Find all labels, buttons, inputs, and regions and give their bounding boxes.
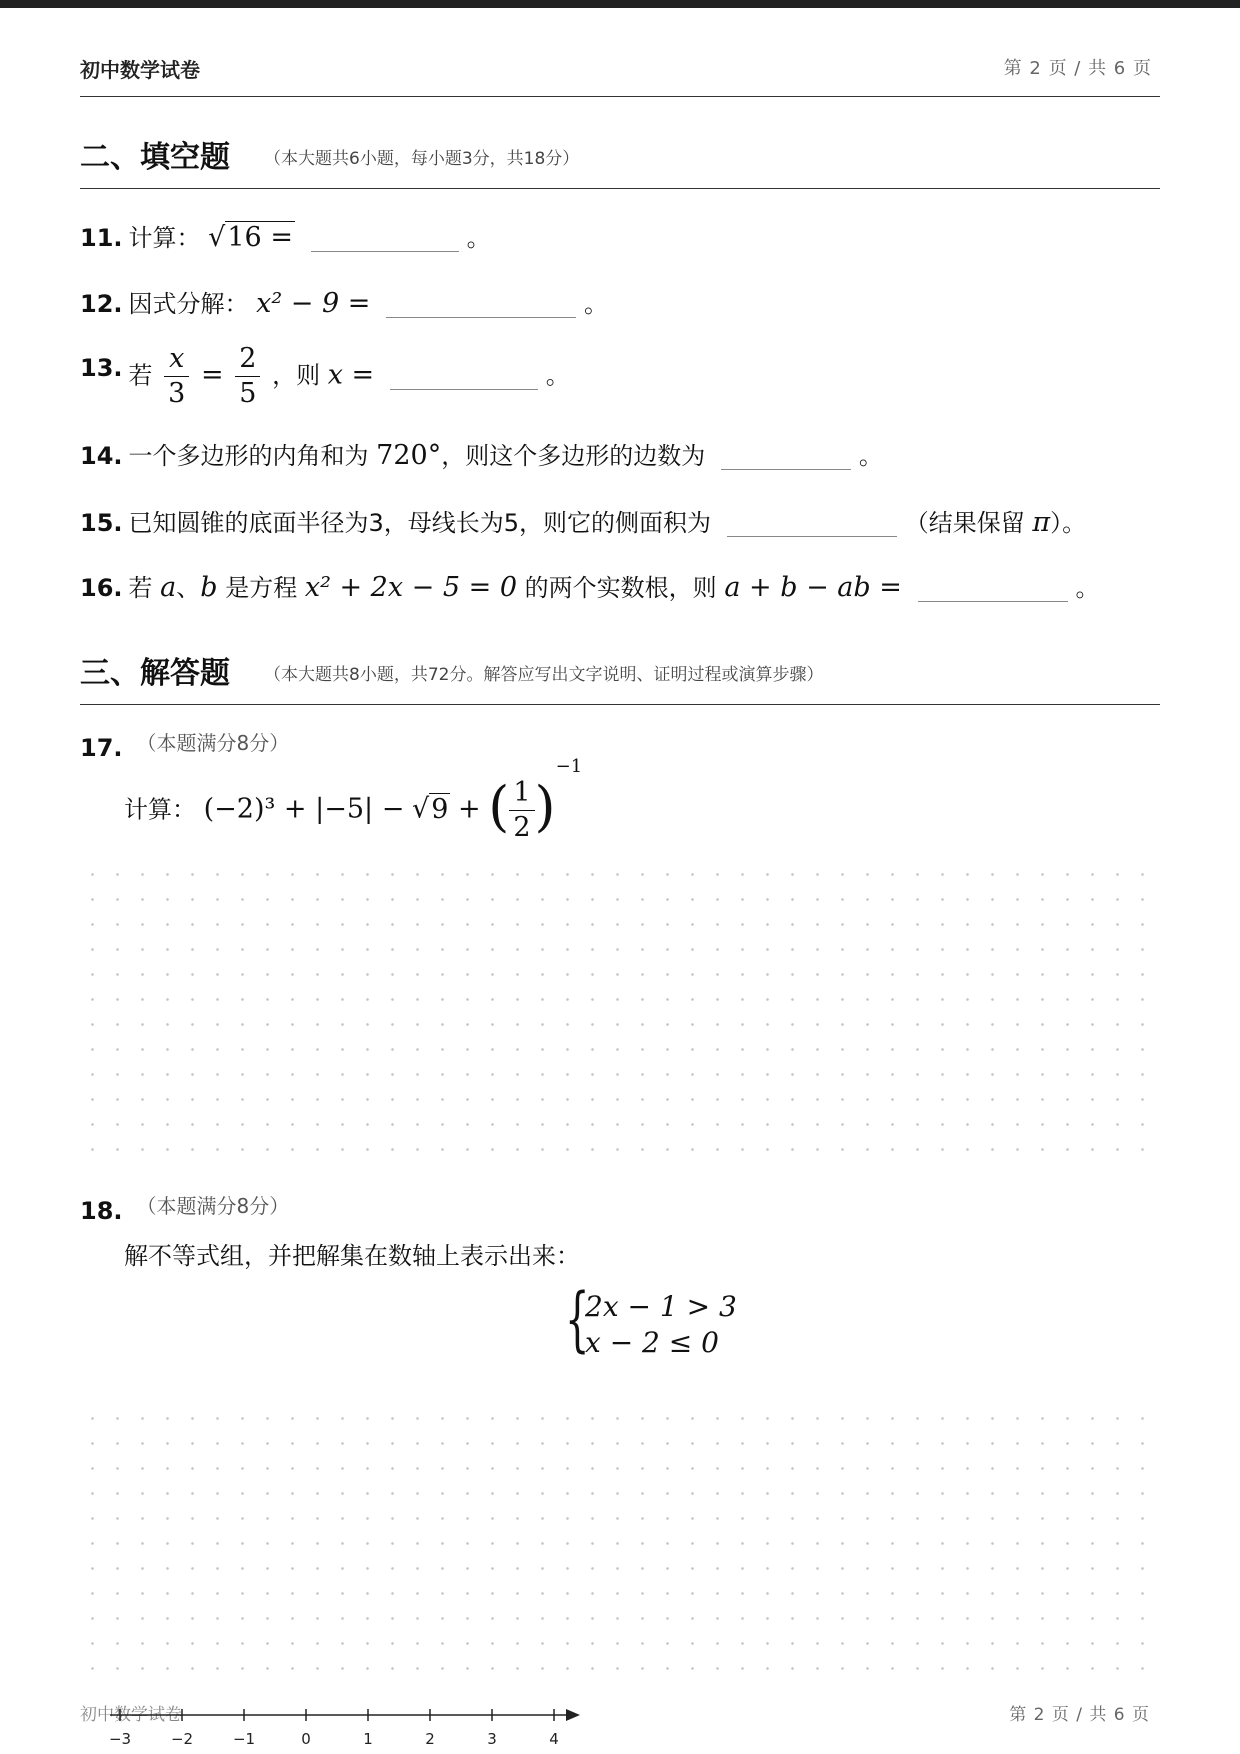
- period: 。: [466, 224, 491, 252]
- question-17: [80, 733, 289, 762]
- question-text: 因式分解：: [128, 290, 249, 318]
- brace: {: [565, 1278, 590, 1360]
- tick-label: −3: [108, 1730, 132, 1748]
- question-11: [80, 218, 491, 253]
- footer-title: 初中数学试卷: [80, 1705, 182, 1725]
- period: 。: [858, 442, 883, 470]
- equation: x² + 2x − 5 = 0: [304, 572, 518, 603]
- period: ）。: [1050, 509, 1087, 537]
- question-text: ，则: [272, 361, 321, 390]
- question-12: [80, 284, 608, 319]
- radicand: 16 =: [227, 222, 293, 253]
- equals-sign: =: [200, 359, 224, 391]
- numerator: 2: [235, 342, 260, 377]
- paren-close: ): [534, 775, 556, 838]
- question-16: [80, 568, 1100, 603]
- section-fill-blank-heading: [80, 132, 1160, 189]
- question-text: 若: [128, 574, 153, 602]
- period: 。: [1075, 574, 1100, 602]
- denominator: 3: [168, 378, 186, 409]
- tick-label: 3: [487, 1730, 497, 1748]
- section-note: （本大题共8小题，共72分。解答应写出文字说明、证明过程或演算步骤）: [264, 665, 824, 685]
- inequality-line-1: 2x − 1 > 3: [585, 1290, 737, 1323]
- page-header: [80, 50, 1160, 97]
- question-number: 14.: [80, 442, 123, 470]
- section-note: （本大题共6小题，每小题3分，共18分）: [264, 149, 580, 169]
- question-number: 18.: [80, 1197, 123, 1225]
- tick-label: −1: [232, 1730, 256, 1748]
- paren-open: (: [488, 775, 510, 838]
- question-points: （本题满分8分）: [136, 1194, 290, 1218]
- math-expression: x² − 9 =: [256, 288, 371, 319]
- fraction-2-over-5: [235, 342, 260, 411]
- tick-label: 4: [549, 1730, 559, 1748]
- question-18: [80, 1196, 289, 1225]
- question-text: 一个多边形的内角和为: [128, 442, 369, 470]
- fraction-1-over-2: [509, 776, 534, 845]
- question-number: 16.: [80, 574, 123, 602]
- exponent: −1: [555, 756, 583, 777]
- period: 。: [584, 290, 609, 318]
- tick-label: 2: [425, 1730, 435, 1748]
- math-expression: 720°: [376, 440, 442, 471]
- numerator: x: [164, 342, 189, 377]
- question-text: 已知圆锥的底面半径为3，母线长为5，则它的侧面积为: [128, 509, 712, 537]
- question-text: 若: [128, 361, 153, 390]
- question-number: 12.: [80, 290, 123, 318]
- question-18-text: 解不等式组，并把解集在数轴上表示出来：: [124, 1242, 580, 1270]
- question-14: [80, 436, 883, 471]
- pi-symbol: π: [1032, 507, 1051, 538]
- variable-a: a: [160, 572, 177, 603]
- number-line-arrow: [566, 1709, 580, 1721]
- number-line: [100, 1700, 600, 1754]
- exam-title: 初中数学试卷: [80, 58, 200, 82]
- separator: 、: [176, 574, 201, 602]
- answer-area-17[interactable]: [80, 862, 1150, 1152]
- plus-sign: +: [458, 793, 481, 825]
- answer-area-18[interactable]: [80, 1406, 1150, 1678]
- math-expression: (−2)³ + |−5| −: [203, 793, 405, 825]
- tick-label: 0: [301, 1730, 311, 1748]
- tick-label: 1: [363, 1730, 373, 1748]
- tick-label: −2: [170, 1730, 194, 1748]
- footer-page-number: 第 2 页 / 共 6 页: [1009, 1705, 1150, 1725]
- section-title: 二、填空题: [80, 140, 230, 175]
- question-text: 计算：: [124, 795, 196, 824]
- period: 。: [545, 361, 570, 390]
- section-solve-heading: [80, 648, 1160, 705]
- inequality-line-2: x − 2 ≤ 0: [585, 1326, 719, 1359]
- question-number: 11.: [80, 224, 123, 252]
- answer-blank[interactable]: [311, 250, 459, 252]
- question-points: （本题满分8分）: [136, 731, 290, 755]
- answer-blank[interactable]: [386, 316, 576, 318]
- fraction-x-over-3: [164, 342, 189, 411]
- denominator: 5: [239, 378, 257, 409]
- question-text: ，则这个多边形的边数为: [441, 442, 706, 470]
- sqrt-expression: √9: [411, 793, 449, 825]
- question-number: 17.: [80, 734, 123, 762]
- variable-b: b: [200, 572, 218, 603]
- question-number: 13.: [80, 354, 123, 382]
- answer-blank[interactable]: [721, 468, 851, 470]
- math-expression: x =: [327, 359, 375, 391]
- section-title: 三、解答题: [80, 656, 230, 691]
- math-expression: a + b − ab =: [724, 572, 902, 603]
- top-bar: [0, 0, 1240, 8]
- page-number: 第 2 页 / 共 6 页: [1003, 58, 1152, 79]
- radicand: 9: [431, 793, 449, 825]
- question-text: 计算：: [128, 224, 201, 252]
- denominator: 2: [513, 812, 531, 843]
- question-17-expression: [124, 756, 583, 845]
- answer-blank[interactable]: [727, 535, 897, 537]
- answer-blank[interactable]: [918, 600, 1068, 602]
- numerator: 1: [509, 776, 534, 811]
- sqrt-expression: √16 =: [208, 222, 293, 253]
- answer-blank[interactable]: [390, 388, 538, 390]
- question-text: （结果保留: [904, 509, 1025, 537]
- question-text: 是方程: [225, 574, 298, 602]
- question-15: [80, 503, 1086, 538]
- question-number: 15.: [80, 509, 123, 537]
- question-13: [80, 342, 570, 411]
- question-text: 的两个实数根，则: [524, 574, 717, 602]
